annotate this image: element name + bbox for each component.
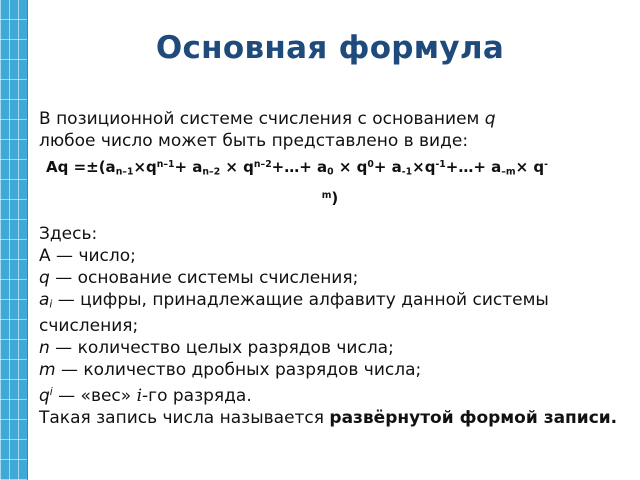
def-A: A — число;	[39, 245, 136, 266]
def-n: n — количество целых разрядов числа;	[39, 338, 394, 359]
intro-base-var: q	[484, 109, 496, 129]
here-label: Здесь:	[39, 223, 98, 244]
def-m: m — количество дробных разрядов числа;	[39, 360, 422, 381]
expanded-formula: $Aq =\pm(a_{n-1}\times q^{n-1}+ a_{n-2}$ × $q^{n-2}+\dots+ a_0 \times q^0+$ $a_{-1}\times q^{-1}+\dots+ a_{-m}\times q^-$ $^m$)	[46, 158, 548, 208]
slide-content	[39, 108, 634, 429]
intro-text: В позиционной системе счисления с основанием	[39, 109, 480, 129]
def-q: q — основание системы счисления;	[39, 267, 359, 288]
def-ai: $a_i$ — цифры, принадлежащие алфавиту данной системы счисления;	[39, 289, 549, 337]
conclusion-term: развёрнутой формой записи.	[329, 407, 618, 428]
intro-paragraph	[39, 108, 634, 152]
side-decorative-strip	[0, 0, 28, 480]
def-qi: $q^i$ — «вес» i-го разряда.	[39, 385, 252, 406]
intro-line2: любое число может быть представлено в виде:	[39, 131, 469, 151]
slide-title: Основная формула	[155, 30, 505, 66]
conclusion: Такая запись числа называется развёрнутой формой записи.	[39, 407, 618, 428]
